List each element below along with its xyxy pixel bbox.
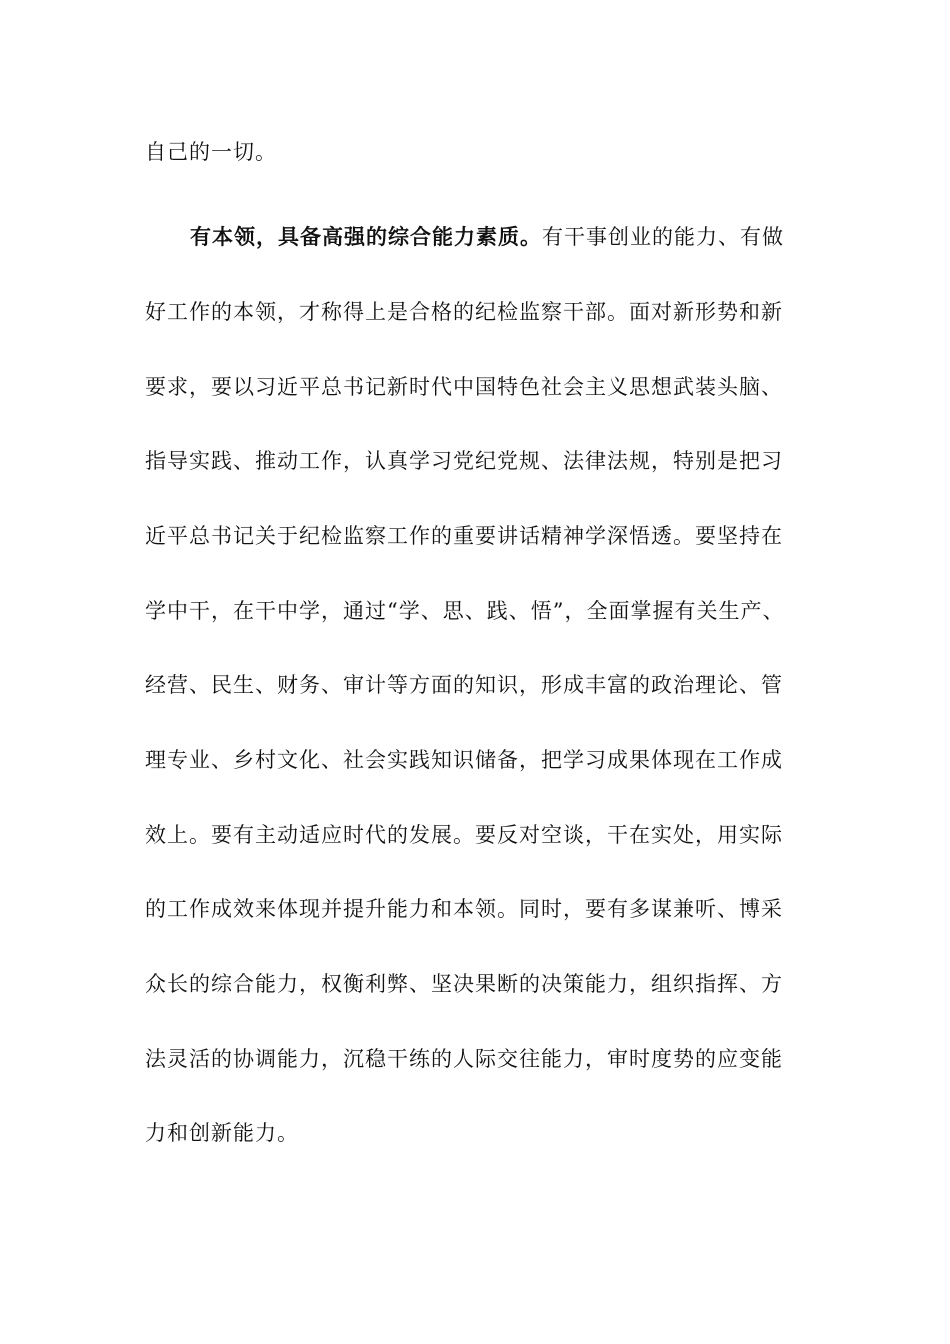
- paragraph-line: 理专业、乡村文化、社会实践知识储备，把学习成果体现在工作成: [145, 748, 783, 772]
- paragraph-line: 自己的一切。: [145, 140, 277, 164]
- paragraph-line: 的工作成效来体现并提升能力和本领。同时，要有多谋兼听、博采: [145, 897, 783, 921]
- paragraph-heading: 有本领，具备高强的综合能力素质。: [190, 225, 542, 249]
- paragraph-line: 法灵活的协调能力，沉稳干练的人际交往能力，审时度势的应变能: [145, 1047, 783, 1071]
- paragraph-line: 好工作的本领，才称得上是合格的纪检监察干部。面对新形势和新: [145, 300, 783, 324]
- paragraph-text: 有干事创业的能力、有做: [542, 225, 784, 249]
- paragraph-line: 近平总书记关于纪检监察工作的重要讲话精神学深悟透。要坚持在: [145, 524, 783, 548]
- paragraph-line: 要求，要以习近平总书记新时代中国特色社会主义思想武装头脑、: [145, 375, 783, 399]
- paragraph-line: 指导实践、推动工作，认真学习党纪党规、法律法规，特别是把习: [145, 449, 783, 473]
- paragraph-line: [190, 222, 784, 252]
- paragraph-line: 效上。要有主动适应时代的发展。要反对空谈，干在实处，用实际: [145, 823, 783, 847]
- paragraph-line: 力和创新能力。: [145, 1121, 299, 1145]
- paragraph-line: 学中干，在干中学，通过“学、思、践、悟”，全面掌握有关生产、: [145, 599, 785, 623]
- paragraph-line: 众长的综合能力，权衡利弊、坚决果断的决策能力，组织指挥、方: [145, 972, 783, 996]
- paragraph-line: 经营、民生、财务、审计等方面的知识，形成丰富的政治理论、管: [145, 673, 783, 697]
